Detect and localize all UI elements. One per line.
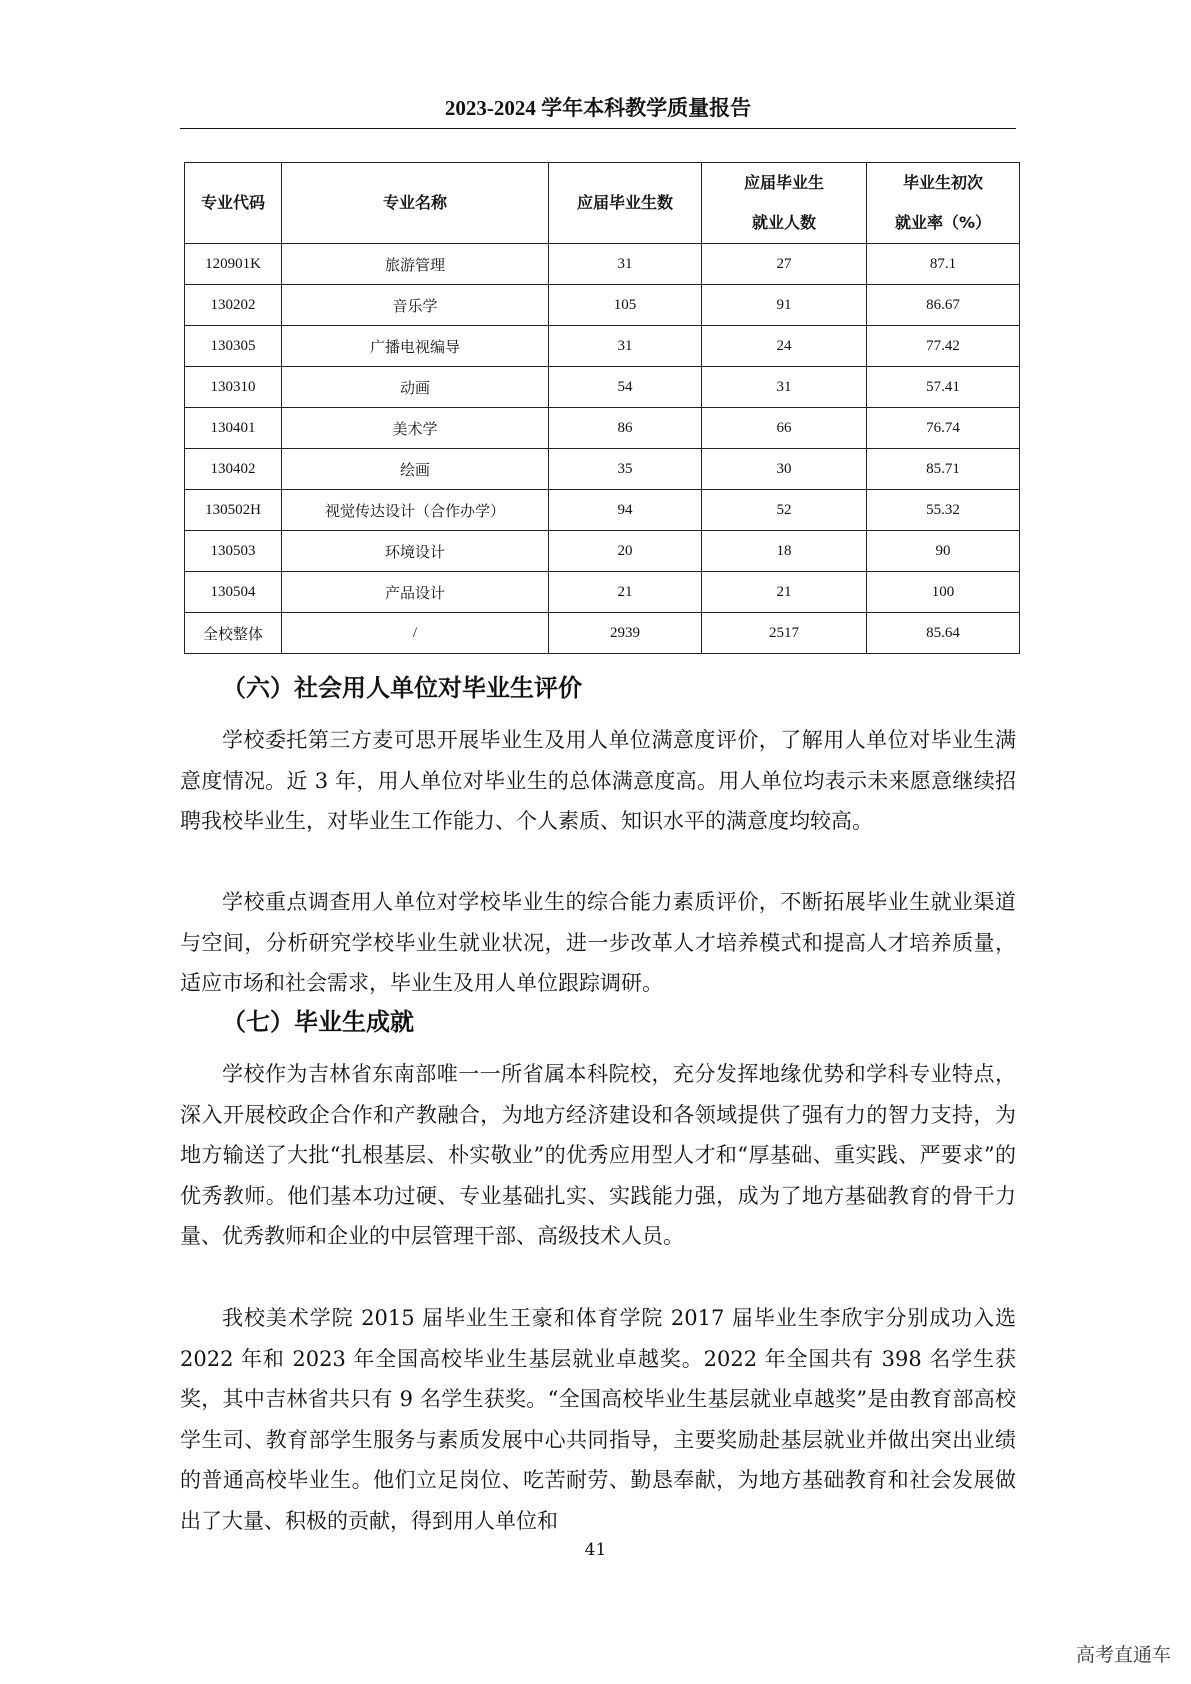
cell-employed: 27 (702, 244, 867, 285)
cell-name: 绘画 (282, 449, 549, 490)
table-row (185, 244, 1020, 285)
table-row (185, 613, 1020, 654)
cell-rate: 86.67 (867, 285, 1020, 326)
section-6-paragraph-2: 学校重点调查用人单位对学校毕业生的综合能力素质评价，不断拓展毕业生就业渠道与空间，分析研究学校毕业生就业状况，进一步改革人才培养模式和提高人才培养质量，适应市场和社会需求，毕业生及用人单位跟踪调研。 (180, 890, 1016, 996)
cell-rate: 77.42 (867, 326, 1020, 367)
cell-code: 130305 (185, 326, 282, 367)
cell-rate: 55.32 (867, 490, 1020, 531)
cell-name: 环境设计 (282, 531, 549, 572)
table-row (185, 408, 1020, 449)
table-row (185, 490, 1020, 531)
table-row (185, 531, 1020, 572)
cell-name: / (282, 613, 549, 654)
cell-rate: 87.1 (867, 244, 1020, 285)
cell-name: 美术学 (282, 408, 549, 449)
cell-rate: 57.41 (867, 367, 1020, 408)
cell-graduates: 31 (549, 326, 702, 367)
cell-graduates: 2939 (549, 613, 702, 654)
cell-code: 130202 (185, 285, 282, 326)
table-row (185, 285, 1020, 326)
cell-code: 全校整体 (185, 613, 282, 654)
cell-employed: 52 (702, 490, 867, 531)
header-name: 专业名称 (282, 163, 549, 244)
cell-graduates: 94 (549, 490, 702, 531)
cell-graduates: 21 (549, 572, 702, 613)
header-graduates: 应届毕业生数 (549, 163, 702, 244)
header-rate (867, 163, 1020, 244)
cell-employed: 24 (702, 326, 867, 367)
header-employed-line1: 应届毕业生 (743, 173, 824, 192)
cell-graduates: 35 (549, 449, 702, 490)
cell-employed: 2517 (702, 613, 867, 654)
cell-code: 120901K (185, 244, 282, 285)
employment-table (184, 162, 1020, 654)
table-header-row (185, 163, 1020, 244)
section-6-title: （六）社会用人单位对毕业生评价 (222, 674, 582, 702)
cell-rate: 100 (867, 572, 1020, 613)
table-row (185, 367, 1020, 408)
cell-name: 视觉传达设计（合作办学） (282, 490, 549, 531)
section-6-paragraph-1: 学校委托第三方麦可思开展毕业生及用人单位满意度评价，了解用人单位对毕业生满意度情况。近 3 年，用人单位对毕业生的总体满意度高。用人单位均表示未来愿意继续招聘我校毕业生，对毕业生工作能力、个人素质、知识水平的满意度均较高。 (180, 728, 1016, 834)
header-employed-line2: 就业人数 (751, 213, 816, 232)
cell-employed: 91 (702, 285, 867, 326)
cell-code: 130504 (185, 572, 282, 613)
cell-code: 130401 (185, 408, 282, 449)
header-rate-line2: 就业率（%） (894, 213, 992, 232)
cell-graduates: 54 (549, 367, 702, 408)
watermark: 高考直通车 (1075, 1644, 1171, 1666)
cell-code: 130503 (185, 531, 282, 572)
header-rate-line1: 毕业生初次 (902, 173, 983, 192)
header-divider (180, 128, 1016, 129)
cell-name: 音乐学 (282, 285, 549, 326)
cell-name: 旅游管理 (282, 244, 549, 285)
section-7-title: （七）毕业生成就 (222, 1008, 414, 1036)
table-row (185, 572, 1020, 613)
cell-graduates: 105 (549, 285, 702, 326)
cell-name: 广播电视编导 (282, 326, 549, 367)
cell-graduates: 20 (549, 531, 702, 572)
cell-employed: 30 (702, 449, 867, 490)
table-row (185, 326, 1020, 367)
cell-graduates: 86 (549, 408, 702, 449)
cell-rate: 85.64 (867, 613, 1020, 654)
cell-graduates: 31 (549, 244, 702, 285)
page-number: 41 (584, 1540, 607, 1560)
cell-code: 130502H (185, 490, 282, 531)
section-7-paragraph-1: 学校作为吉林省东南部唯一一所省属本科院校，充分发挥地缘优势和学科专业特点，深入开展校政企合作和产教融合，为地方经济建设和各领域提供了强有力的智力支持，为地方输送了大批“扎根基层、朴实敬业”的优秀应用型人才和“厚基础、重实践、严要求”的优秀教师。他们基本功过硬、专业基础扎实、实践能力强，成为了地方基础教育的骨干力量、优秀教师和企业的中层管理干部、高级技术人员。 (180, 1062, 1016, 1249)
table-row (185, 449, 1020, 490)
report-header-title: 2023-2024 学年本科教学质量报告 (444, 96, 752, 120)
cell-code: 130402 (185, 449, 282, 490)
cell-rate: 90 (867, 531, 1020, 572)
cell-employed: 66 (702, 408, 867, 449)
cell-code: 130310 (185, 367, 282, 408)
cell-name: 产品设计 (282, 572, 549, 613)
section-7-paragraph-2: 我校美术学院 2015 届毕业生王豪和体育学院 2017 届毕业生李欣宇分别成功入选 2022 年和 2023 年全国高校毕业生基层就业卓越奖。2022 年全国共有 398 名学生获奖，其中吉林省共只有 9 名学生获奖。“全国高校毕业生基层就业卓越奖”是由教育部高校学生司、教育部学生服务与素质发展中心共同指导，主要奖励赴基层就业并做出突出业绩的普通高校毕业生。他们立足岗位、吃苦耐劳、勤恳奉献，为地方基础教育和社会发展做出了大量、积极的贡献，得到用人单位和 (180, 1306, 1016, 1533)
cell-rate: 85.71 (867, 449, 1020, 490)
cell-name: 动画 (282, 367, 549, 408)
cell-employed: 21 (702, 572, 867, 613)
header-employed (702, 163, 867, 244)
cell-employed: 18 (702, 531, 867, 572)
cell-employed: 31 (702, 367, 867, 408)
header-code: 专业代码 (185, 163, 282, 244)
cell-rate: 76.74 (867, 408, 1020, 449)
